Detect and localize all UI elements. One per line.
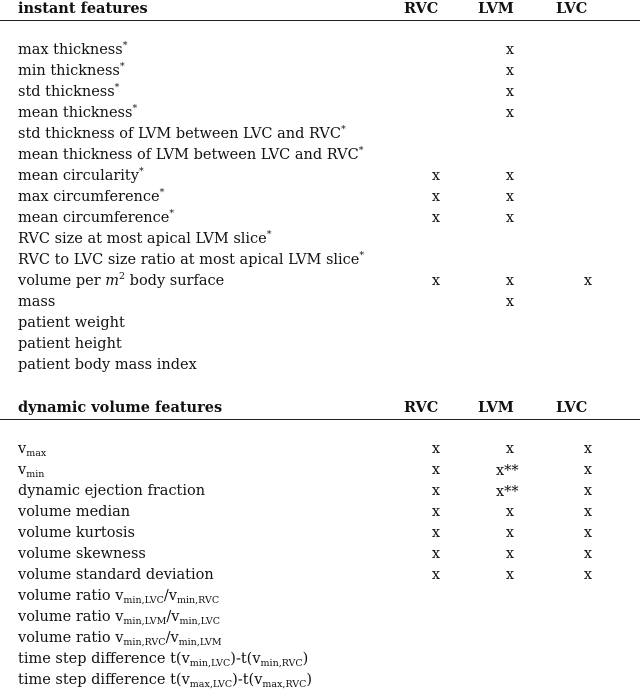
label-text: ) — [302, 651, 309, 667]
mark-lvm: x — [505, 546, 515, 562]
feature-label — [18, 40, 127, 61]
label-text: patient height — [18, 336, 122, 352]
dynamic-volume-features-table — [0, 399, 640, 690]
column-header-rvc: RVC — [404, 0, 439, 17]
feature-label — [18, 334, 122, 355]
table-row — [0, 103, 640, 124]
mark-rvc: x — [431, 567, 441, 583]
label-text: /v — [165, 630, 179, 646]
section-title: instant features — [18, 0, 148, 17]
mark-lvm: x — [505, 168, 515, 184]
label-superscript: * — [122, 40, 128, 51]
label-math: m — [105, 273, 119, 289]
mark-lvm: x — [505, 63, 515, 79]
label-text: v — [18, 441, 27, 457]
mark-lvm: x — [505, 105, 515, 121]
label-subscript: max — [26, 448, 47, 459]
label-superscript: * — [119, 61, 125, 72]
label-subscript: min,LVM — [123, 616, 167, 627]
label-superscript: * — [132, 103, 138, 114]
mark-lvc: x — [583, 462, 593, 478]
table-row — [0, 628, 640, 649]
table-row — [0, 586, 640, 607]
feature-label — [18, 523, 135, 544]
label-text: volume per — [18, 273, 106, 289]
label-text: max thickness — [18, 42, 123, 58]
label-text: /v — [166, 609, 180, 625]
label-text: RVC size at most apical LVM slice — [18, 231, 267, 247]
label-superscript: * — [266, 229, 272, 240]
label-text: volume kurtosis — [18, 525, 135, 541]
label-text: std thickness of LVM between LVC and RVC — [18, 126, 341, 142]
table-body — [0, 40, 640, 376]
table-row — [0, 208, 640, 229]
label-text: /v — [163, 588, 177, 604]
mark-rvc: x — [431, 546, 441, 562]
mark-rvc: x — [431, 168, 441, 184]
label-subscript: min,LVC — [179, 616, 220, 627]
label-subscript: max,LVC — [189, 679, 233, 690]
label-text: dynamic ejection fraction — [18, 483, 206, 499]
label-subscript: max,RVC — [262, 679, 307, 690]
feature-label — [18, 544, 146, 565]
label-text: mean thickness — [18, 105, 133, 121]
feature-label — [18, 586, 219, 607]
label-text: )-t(v — [230, 651, 261, 667]
table-row — [0, 187, 640, 208]
label-text: ) — [306, 672, 313, 688]
mark-lvc: x — [583, 546, 593, 562]
table-row — [0, 145, 640, 166]
section-header — [0, 0, 640, 21]
feature-label — [18, 208, 174, 229]
label-subscript: min,RVC — [260, 658, 303, 669]
mark-lvc: x — [583, 483, 593, 499]
mark-lvm: x — [505, 294, 515, 310]
mark-lvc: x — [583, 525, 593, 541]
table-row — [0, 460, 640, 481]
label-text: min thickness — [18, 63, 120, 79]
header-rule — [0, 20, 640, 21]
feature-label — [18, 187, 164, 208]
table-row — [0, 670, 640, 691]
label-text: volume ratio v — [18, 630, 124, 646]
section-title: dynamic volume features — [18, 399, 223, 416]
feature-label — [18, 670, 312, 691]
feature-label — [18, 229, 272, 250]
feature-label — [18, 607, 220, 628]
label-text: volume median — [18, 504, 131, 520]
feature-label — [18, 313, 125, 334]
table-row — [0, 313, 640, 334]
mark-rvc: x — [431, 462, 441, 478]
label-text: volume standard deviation — [18, 567, 214, 583]
mark-rvc: x — [431, 525, 441, 541]
label-text: mean circumference — [18, 210, 170, 226]
label-superscript: * — [340, 124, 346, 135]
feature-label — [18, 271, 224, 292]
column-header-lvm: LVM — [478, 399, 514, 416]
table-row — [0, 61, 640, 82]
mark-lvc: x — [583, 567, 593, 583]
feature-label — [18, 145, 363, 166]
label-subscript: min,LVM — [178, 637, 222, 648]
feature-label — [18, 61, 125, 82]
table-row — [0, 334, 640, 355]
label-text: volume ratio v — [18, 609, 124, 625]
table-body — [0, 439, 640, 691]
mark-rvc: x — [431, 189, 441, 205]
mark-lvm: x** — [496, 484, 519, 500]
label-text: mean circularity — [18, 168, 139, 184]
section-header — [0, 399, 640, 420]
feature-label — [18, 292, 55, 313]
mark-lvm: x — [505, 42, 515, 58]
label-text: v — [18, 462, 27, 478]
label-superscript: 2 — [119, 271, 126, 282]
label-subscript: min,RVC — [177, 595, 220, 606]
label-subscript: min,LVC — [123, 595, 164, 606]
mark-lvc: x — [583, 441, 593, 457]
mark-lvm: x — [505, 189, 515, 205]
label-text: std thickness — [18, 84, 115, 100]
feature-label — [18, 103, 137, 124]
label-text: patient weight — [18, 315, 125, 331]
feature-label — [18, 565, 214, 586]
table-row — [0, 40, 640, 61]
table-row — [0, 166, 640, 187]
mark-rvc: x — [431, 210, 441, 226]
label-superscript: * — [159, 187, 165, 198]
mark-lvm: x — [505, 84, 515, 100]
label-text: mean thickness of LVM between LVC and RVC — [18, 147, 359, 163]
table-row — [0, 565, 640, 586]
column-header-lvm: LVM — [478, 0, 514, 17]
table-row — [0, 229, 640, 250]
table-row — [0, 439, 640, 460]
label-text: )-t(v — [232, 672, 263, 688]
label-superscript: * — [138, 166, 144, 177]
mark-lvm: x — [505, 210, 515, 226]
label-text: time step difference t(v — [18, 651, 190, 667]
feature-label — [18, 355, 197, 376]
feature-label — [18, 166, 144, 187]
table-row — [0, 82, 640, 103]
label-subscript: min,RVC — [123, 637, 166, 648]
mark-lvm: x — [505, 273, 515, 289]
feature-label — [18, 460, 44, 481]
label-text: time step difference t(v — [18, 672, 190, 688]
table-row — [0, 250, 640, 271]
mark-lvm: x — [505, 567, 515, 583]
mark-lvc: x — [583, 273, 593, 289]
mark-rvc: x — [431, 504, 441, 520]
label-text: RVC to LVC size ratio at most apical LVM slice — [18, 252, 360, 268]
feature-label — [18, 649, 308, 670]
label-text: mass — [18, 294, 56, 310]
mark-lvm: x** — [496, 463, 519, 479]
label-text: volume ratio v — [18, 588, 124, 604]
table-row — [0, 292, 640, 313]
table-row — [0, 544, 640, 565]
feature-label — [18, 481, 205, 502]
column-header-lvc: LVC — [556, 399, 588, 416]
header-rule — [0, 419, 640, 420]
mark-rvc: x — [431, 483, 441, 499]
label-subscript: min — [26, 469, 45, 480]
label-text: max circumference — [18, 189, 160, 205]
feature-label — [18, 250, 364, 271]
table-row — [0, 523, 640, 544]
label-superscript: * — [358, 145, 364, 156]
mark-lvm: x — [505, 504, 515, 520]
table-row — [0, 124, 640, 145]
label-text: patient body mass index — [18, 357, 197, 373]
feature-label — [18, 124, 346, 145]
column-header-rvc: RVC — [404, 399, 439, 416]
feature-label — [18, 628, 222, 649]
feature-label — [18, 82, 119, 103]
feature-label — [18, 439, 46, 460]
label-subscript: min,LVC — [189, 658, 231, 669]
column-header-lvc: LVC — [556, 0, 588, 17]
table-row — [0, 502, 640, 523]
mark-rvc: x — [431, 273, 441, 289]
mark-rvc: x — [431, 441, 441, 457]
table-row — [0, 481, 640, 502]
table-row — [0, 271, 640, 292]
table-row — [0, 649, 640, 670]
table-row — [0, 355, 640, 376]
mark-lvc: x — [583, 504, 593, 520]
label-text: body surface — [125, 273, 225, 289]
label-superscript: * — [359, 250, 365, 261]
label-superscript: * — [169, 208, 175, 219]
mark-lvm: x — [505, 441, 515, 457]
label-superscript: * — [114, 82, 120, 93]
mark-lvm: x — [505, 525, 515, 541]
feature-label — [18, 502, 130, 523]
label-text: volume skewness — [18, 546, 146, 562]
table-row — [0, 607, 640, 628]
